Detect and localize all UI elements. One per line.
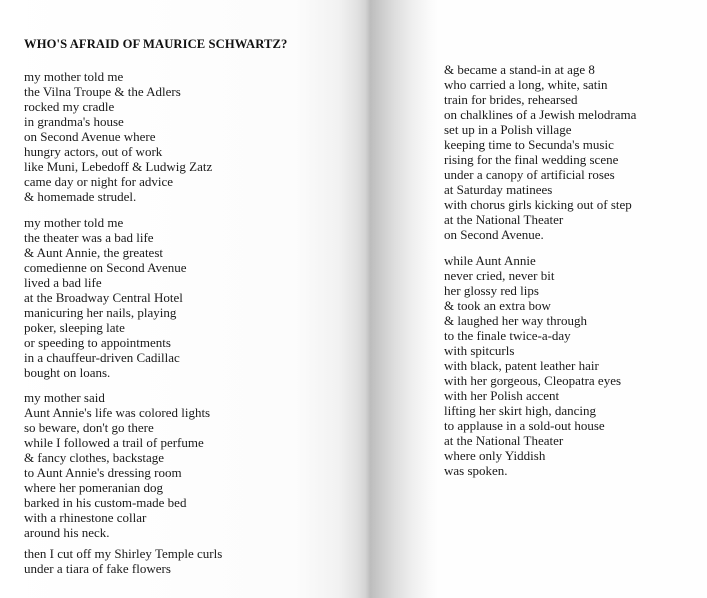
poem-line: my mother told me bbox=[24, 69, 124, 84]
stanza-2 bbox=[24, 215, 187, 380]
poem-line: manicuring her nails, playing bbox=[24, 305, 177, 320]
poem-line: set up in a Polish village bbox=[444, 122, 572, 137]
poem-line: at the National Theater bbox=[444, 433, 564, 448]
poem-line: like Muni, Lebedoff & Ludwig Zatz bbox=[24, 159, 213, 174]
poem-line: my mother told me bbox=[24, 215, 124, 230]
poem-title: WHO'S AFRAID OF MAURICE SCHWARTZ? bbox=[24, 37, 288, 51]
poem-line: while Aunt Annie bbox=[444, 253, 536, 268]
poem-line: under a tiara of fake flowers bbox=[24, 561, 171, 576]
stanza-1 bbox=[24, 69, 212, 204]
book-gutter-shadow bbox=[366, 0, 438, 598]
poem-line: keeping time to Secunda's music bbox=[444, 137, 614, 152]
poem-line: bought on loans. bbox=[24, 365, 111, 380]
poem-line: poker, sleeping late bbox=[24, 320, 125, 335]
stanza-4 bbox=[24, 546, 222, 576]
stanza-6 bbox=[444, 253, 621, 478]
poem-line: & fancy clothes, backstage bbox=[24, 450, 165, 465]
poem-line: the Vilna Troupe & the Adlers bbox=[24, 84, 181, 99]
poem-line: & laughed her way through bbox=[444, 313, 587, 328]
poem-line: Aunt Annie's life was colored lights bbox=[24, 405, 211, 420]
stanza-5 bbox=[444, 62, 636, 242]
poem-line: was spoken. bbox=[444, 463, 508, 478]
poem-line: barked in his custom-made bed bbox=[24, 495, 187, 510]
poem-line: & Aunt Annie, the greatest bbox=[24, 245, 164, 260]
poem-line: who carried a long, white, satin bbox=[444, 77, 608, 92]
poem-line: so beware, don't go there bbox=[24, 420, 154, 435]
poem-line: train for brides, rehearsed bbox=[444, 92, 578, 107]
poem-line: around his neck. bbox=[24, 525, 110, 540]
poem-line: with her gorgeous, Cleopatra eyes bbox=[444, 373, 622, 388]
poem-line: with a rhinestone collar bbox=[24, 510, 147, 525]
poem-line: rocked my cradle bbox=[24, 99, 115, 114]
poem-line: comedienne on Second Avenue bbox=[24, 260, 187, 275]
poem-line: where only Yiddish bbox=[444, 448, 546, 463]
poem-line: with her Polish accent bbox=[444, 388, 560, 403]
poem-line: hungry actors, out of work bbox=[24, 144, 163, 159]
poem-line: the theater was a bad life bbox=[24, 230, 154, 245]
poem-line: in a chauffeur-driven Cadillac bbox=[24, 350, 180, 365]
poem-line: at the National Theater bbox=[444, 212, 564, 227]
poem-line: where her pomeranian dog bbox=[24, 480, 163, 495]
poem-line: & became a stand-in at age 8 bbox=[444, 62, 595, 77]
poem-line: rising for the final wedding scene bbox=[444, 152, 619, 167]
poem-line: never cried, never bit bbox=[444, 268, 555, 283]
poem-line: or speeding to appointments bbox=[24, 335, 171, 350]
poem-line: & homemade strudel. bbox=[24, 189, 137, 204]
stanza-3 bbox=[24, 390, 210, 540]
poem-line: & took an extra bow bbox=[444, 298, 551, 313]
poem-line: her glossy red lips bbox=[444, 283, 539, 298]
poem-line: under a canopy of artificial roses bbox=[444, 167, 615, 182]
poem-line: with chorus girls kicking out of step bbox=[444, 197, 632, 212]
poem-line: at Saturday matinees bbox=[444, 182, 553, 197]
poem-line: with black, patent leather hair bbox=[444, 358, 599, 373]
poem-line: on Second Avenue. bbox=[444, 227, 544, 242]
poem-line: lived a bad life bbox=[24, 275, 102, 290]
poem-line: then I cut off my Shirley Temple curls bbox=[24, 546, 223, 561]
poem-line: on chalklines of a Jewish melodrama bbox=[444, 107, 637, 122]
poem-line: on Second Avenue where bbox=[24, 129, 156, 144]
poem-line: in grandma's house bbox=[24, 114, 124, 129]
poem-line: to the finale twice-a-day bbox=[444, 328, 571, 343]
poem-line: lifting her skirt high, dancing bbox=[444, 403, 597, 418]
poem-line: came day or night for advice bbox=[24, 174, 174, 189]
poem-line: to Aunt Annie's dressing room bbox=[24, 465, 182, 480]
poem-line: at the Broadway Central Hotel bbox=[24, 290, 183, 305]
poem-line: to applause in a sold-out house bbox=[444, 418, 605, 433]
poem-line: with spitcurls bbox=[444, 343, 515, 358]
poem-line: while I followed a trail of perfume bbox=[24, 435, 204, 450]
poem-line: my mother said bbox=[24, 390, 105, 405]
